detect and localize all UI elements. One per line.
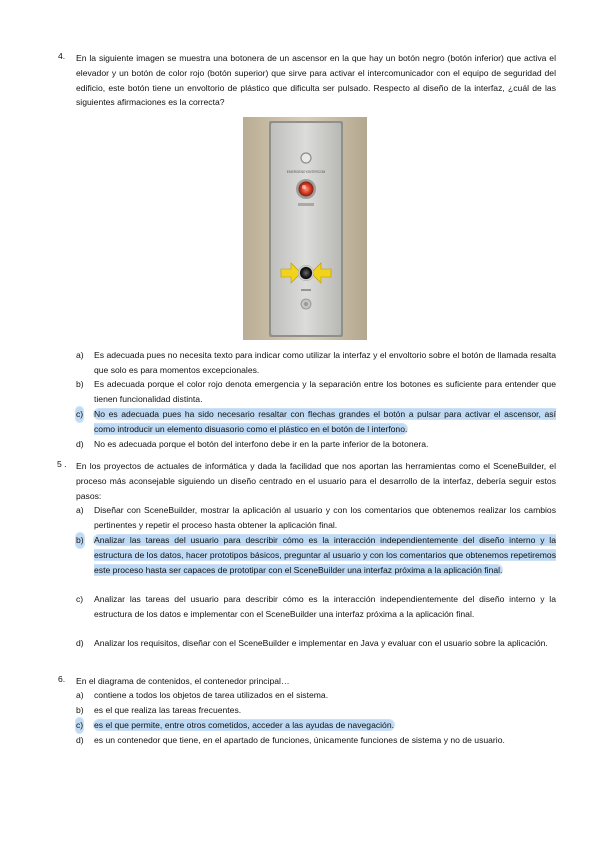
option-text bbox=[94, 533, 556, 577]
option-text: es un contenedor que tiene, en el apartado de funciones, únicamente funciones de sistema y no de usuario. bbox=[94, 735, 505, 745]
option-letter: d) bbox=[76, 735, 84, 745]
option-text: Diseñar con SceneBuilder, mostrar la aplicación al usuario y con los comentarios que obtenemos realizar los cambios pertinentes y repetir el proceso hasta obtener la aplicación final. bbox=[94, 505, 556, 530]
option-letter: c) bbox=[76, 594, 84, 604]
option-letter: c) bbox=[76, 718, 83, 733]
option-letter: b) bbox=[76, 533, 84, 548]
option-letter: c) bbox=[76, 407, 83, 422]
question-text: En los proyectos de actuales de informática y dada la facilidad que nos aportan las herramientas como el SceneBuilder, el proceso más aconsejable siguiendo un diseño centrado en el usuario para el desarrollo de la interfaz, debería seguir estos pasos: bbox=[76, 461, 556, 501]
highlighted-answer: es el que permite, entre otros cometidos, acceder a las ayudas de navegación. bbox=[94, 720, 395, 730]
indicator-light-icon bbox=[301, 153, 311, 163]
option-text bbox=[94, 407, 556, 437]
option-letter: a) bbox=[76, 505, 84, 515]
option-letter: d) bbox=[76, 638, 84, 648]
option-letter: a) bbox=[76, 350, 84, 360]
elevator-panel-photo bbox=[243, 117, 367, 340]
question-number: 6. bbox=[58, 674, 66, 684]
option-letter: a) bbox=[76, 690, 84, 700]
option-a[interactable] bbox=[76, 503, 556, 533]
option-text bbox=[94, 718, 556, 733]
option-c[interactable] bbox=[76, 592, 556, 637]
question-number: 4. bbox=[58, 51, 66, 61]
option-a[interactable] bbox=[76, 348, 556, 378]
option-a[interactable] bbox=[76, 688, 556, 704]
highlighted-answer: Analizar las tareas del usuario para describir cómo es la interacción independientemente del diseño interno y la estructura de los datos, hacer prototipos básicos, preguntar al usuario y con los comentarios que obtenemos repetiremos este proceso hasta ser capaces de prototipar con el SceneBuilder una interfaz próxima a la aplicación final. bbox=[94, 535, 556, 575]
option-b-highlighted[interactable] bbox=[76, 533, 556, 593]
option-text: Es adecuada pues no necesita texto para indicar como utilizar la interfaz y el envoltorio sobre el botón de llamada resalta que solo es para momentos excepcionales. bbox=[94, 350, 556, 375]
highlighted-answer: No es adecuada pues ha sido necesario resaltar con flechas grandes el botón a pulsar para activar el ascensor, así como introducir un elemento disuasorio como el plástico en el botón de l interfono. bbox=[94, 409, 556, 434]
question-number: 5 . bbox=[57, 459, 67, 469]
option-c-highlighted[interactable] bbox=[76, 407, 556, 437]
option-letter: d) bbox=[76, 439, 84, 449]
option-c-highlighted[interactable] bbox=[76, 718, 556, 734]
option-letter: b) bbox=[76, 379, 84, 389]
option-text: Analizar las tareas del usuario para describir cómo es la interacción independientemente del diseño interno y la estructura de los datos e implementar con el SceneBuilder una interfaz próxima a la aplicación final. bbox=[94, 594, 556, 619]
option-b[interactable] bbox=[76, 703, 556, 719]
option-d[interactable] bbox=[76, 733, 556, 763]
option-b[interactable] bbox=[76, 377, 556, 407]
option-d[interactable] bbox=[76, 636, 556, 666]
emergency-label: EMERGENCY/INTERCOM bbox=[286, 170, 326, 174]
question-text: En el diagrama de contenidos, el contenedor principal… bbox=[76, 676, 290, 686]
red-intercom-button bbox=[299, 182, 314, 197]
option-text: Es adecuada porque el color rojo denota emergencia y la separación entre los botones es suficiente para entender que tienen funcionalidad distinta. bbox=[94, 379, 556, 404]
option-text: No es adecuada porque el botón del interfono debe ir en la parte inferior de la botonera. bbox=[94, 439, 429, 449]
option-text: Analizar los requisitos, diseñar con el SceneBuilder e implementar en Java y evaluar con el usuario sobre la aplicación. bbox=[94, 638, 548, 648]
option-text: contiene a todos los objetos de tarea utilizados en el sistema. bbox=[94, 690, 329, 700]
option-letter: b) bbox=[76, 705, 84, 715]
option-d[interactable] bbox=[76, 437, 556, 453]
black-elevator-button bbox=[300, 267, 312, 279]
option-text: es el que realiza las tareas frecuentes. bbox=[94, 705, 242, 715]
question-text: En la siguiente imagen se muestra una botonera de un ascensor en la que hay un botón negro (botón inferior) que activa el elevador y un botón de color rojo (botón superior) que sirve para activar el intercomunicador con el equipo de seguridad del edificio, este botón tiene un envoltorio de plástico que dificulta ser pulsado. Respecto al diseño de la interfaz, ¿cuál de las siguientes afirmaciones es la correcta? bbox=[76, 53, 556, 108]
